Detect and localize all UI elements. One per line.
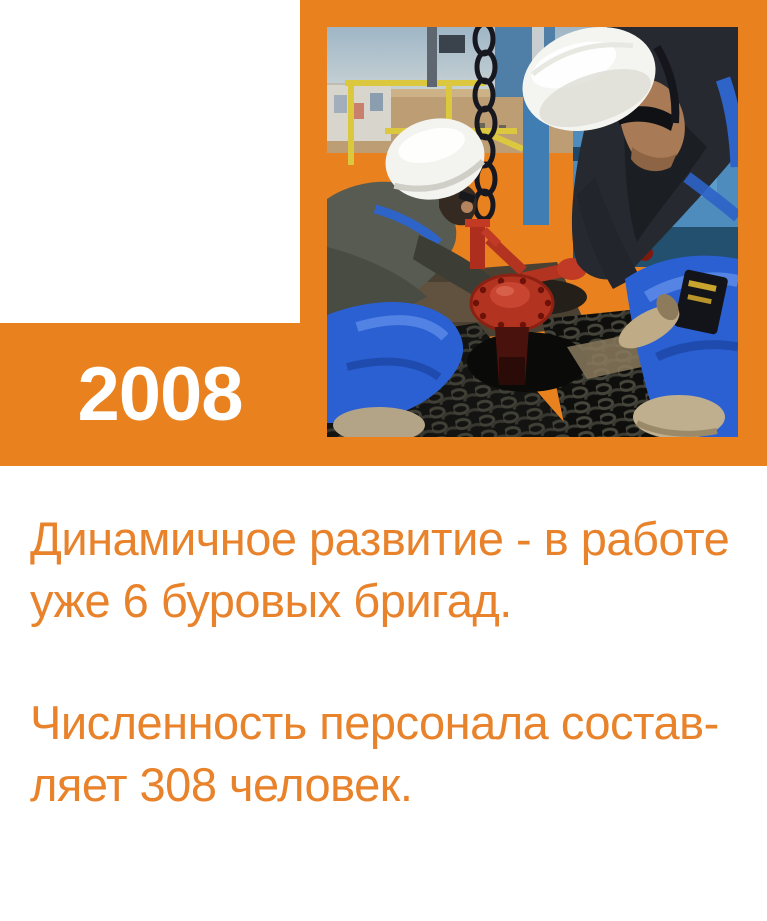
paragraph-headcount (30, 692, 749, 816)
year-label: 2008 (77, 351, 243, 437)
rig-workers-photo (327, 27, 738, 437)
description-text (30, 508, 749, 816)
text-line: Численность персонала состав- (30, 696, 719, 749)
photo-container (327, 83, 391, 141)
text-line: Динамичное развитие - в работе (30, 512, 730, 565)
accent-year-band (0, 323, 300, 466)
text-line: ляет 308 человек. (30, 758, 413, 811)
rig-workers-photo-art (327, 27, 738, 437)
paragraph-development (30, 508, 749, 632)
text-line: уже 6 буровых бригад. (30, 574, 512, 627)
